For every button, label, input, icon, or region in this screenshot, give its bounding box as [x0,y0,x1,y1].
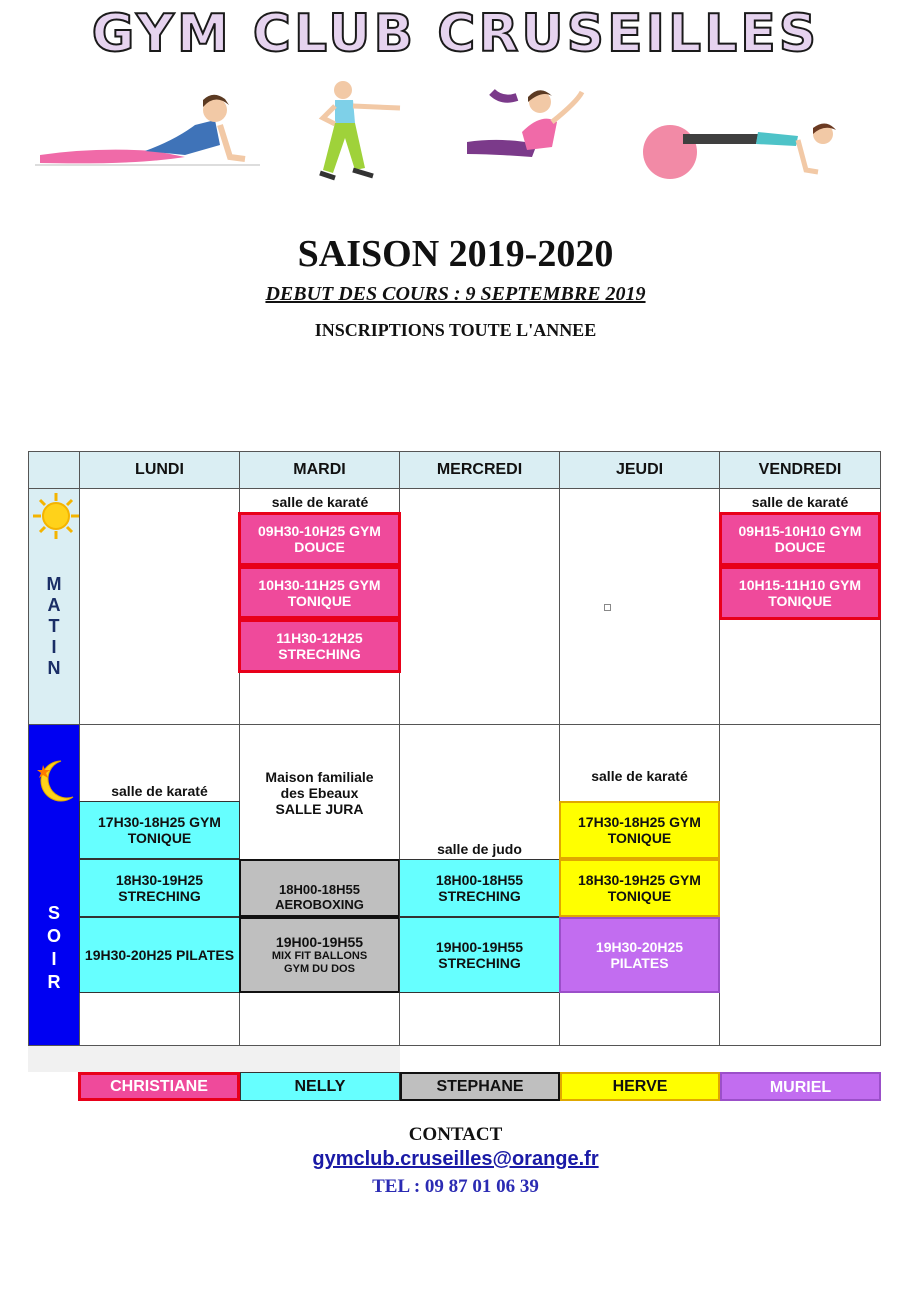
course-start-date: DEBUT DES COURS : 9 SEPTEMBRE 2019 [265,283,646,305]
yoga-cobra-illustration [35,85,265,170]
class-slot: 18H00-18H55 AEROBOXING [239,859,400,917]
room-name: Maison familiale des Ebeaux [265,769,374,801]
class-slot: 19H30-20H25 PILATES [559,917,720,993]
fitness-punch-illustration [295,78,410,188]
legend-herve: HERVE [560,1072,720,1101]
class-slot: 10H15-11H10 GYM TONIQUE [719,566,881,620]
class-slot: 18H30-19H25 GYM TONIQUE [559,859,720,917]
season-title: SAISON 2019-2020 [297,233,614,275]
day-header-vendredi: VENDREDI [719,451,881,489]
room-label-lundi-evening: salle de karaté [111,783,208,799]
room-subname: SALLE JURA [275,801,364,817]
evening-letter-o: O [46,926,61,946]
contact-heading: CONTACT [408,1124,503,1145]
evening-letter-i: I [51,949,57,969]
class-slot: 18H00-18H55 STRECHING [399,859,560,917]
room-label-vendredi-morning: salle de karaté [751,494,849,510]
morning-cell-jeudi [559,488,720,725]
registration-note: INSCRIPTIONS TOUTE L'ANNEE [314,320,597,340]
yoga-pose-illustration [462,82,602,162]
legend-muriel: MURIEL [720,1072,881,1101]
club-title: GYM CLUB CRUSEILLES [91,4,820,64]
evening-letter-r: R [47,972,61,992]
evening-letter-s: S [47,903,60,923]
class-name: MIX FIT BALLONS [271,949,368,962]
evening-cell-vendredi [719,724,881,1046]
class-time: 19H00-19H55 [275,933,364,950]
table-bottom-strip [28,1046,400,1072]
class-slot: 11H30-12H25 STRECHING [238,619,401,673]
sun-icon [31,491,81,541]
small-square-marker [604,604,611,611]
morning-letter-t: T [48,616,60,636]
header-corner-cell [28,451,80,489]
legend-stephane: STEPHANE [400,1072,560,1101]
ball-exercise-illustration [638,112,853,180]
room-label-mardi-morning: salle de karaté [271,494,369,510]
moon-icon [33,757,77,805]
class-slot: 09H30-10H25 GYM DOUCE [238,512,401,566]
morning-letter-i: I [51,637,57,657]
room-label-mardi-evening [240,769,399,817]
class-slot: 17H30-18H25 GYM TONIQUE [559,801,720,859]
room-label-jeudi-evening: salle de karaté [591,768,688,784]
day-header-lundi: LUNDI [79,451,240,489]
morning-cell-lundi [79,488,240,725]
class-name: GYM DU DOS [284,962,355,975]
room-label-mercredi-evening: salle de judo [437,841,522,857]
evening-side-label [28,724,80,1046]
legend-nelly: NELLY [240,1072,400,1101]
class-slot: 09H15-10H10 GYM DOUCE [719,512,881,566]
class-slot: 18H30-19H25 STRECHING [79,859,240,917]
contact-email-link[interactable]: gymclub.cruseilles@orange.fr [312,1148,599,1170]
class-slot-multiline [239,917,400,993]
class-slot: 10H30-11H25 GYM TONIQUE [238,566,401,619]
day-header-jeudi: JEUDI [559,451,720,489]
day-header-mardi: MARDI [239,451,400,489]
day-header-mercredi: MERCREDI [399,451,560,489]
morning-letter-n: N [47,658,61,678]
class-slot: 17H30-18H25 GYM TONIQUE [79,801,240,859]
legend-christiane: CHRISTIANE [78,1072,240,1101]
morning-letter-m: M [46,574,62,594]
morning-side-label [28,488,80,725]
class-slot: 19H00-19H55 STRECHING [399,917,560,993]
contact-phone: TEL : 09 87 01 06 39 [372,1176,539,1197]
morning-cell-mercredi [399,488,560,725]
class-slot: 19H30-20H25 PILATES [79,917,240,993]
morning-letter-a: A [47,595,61,615]
